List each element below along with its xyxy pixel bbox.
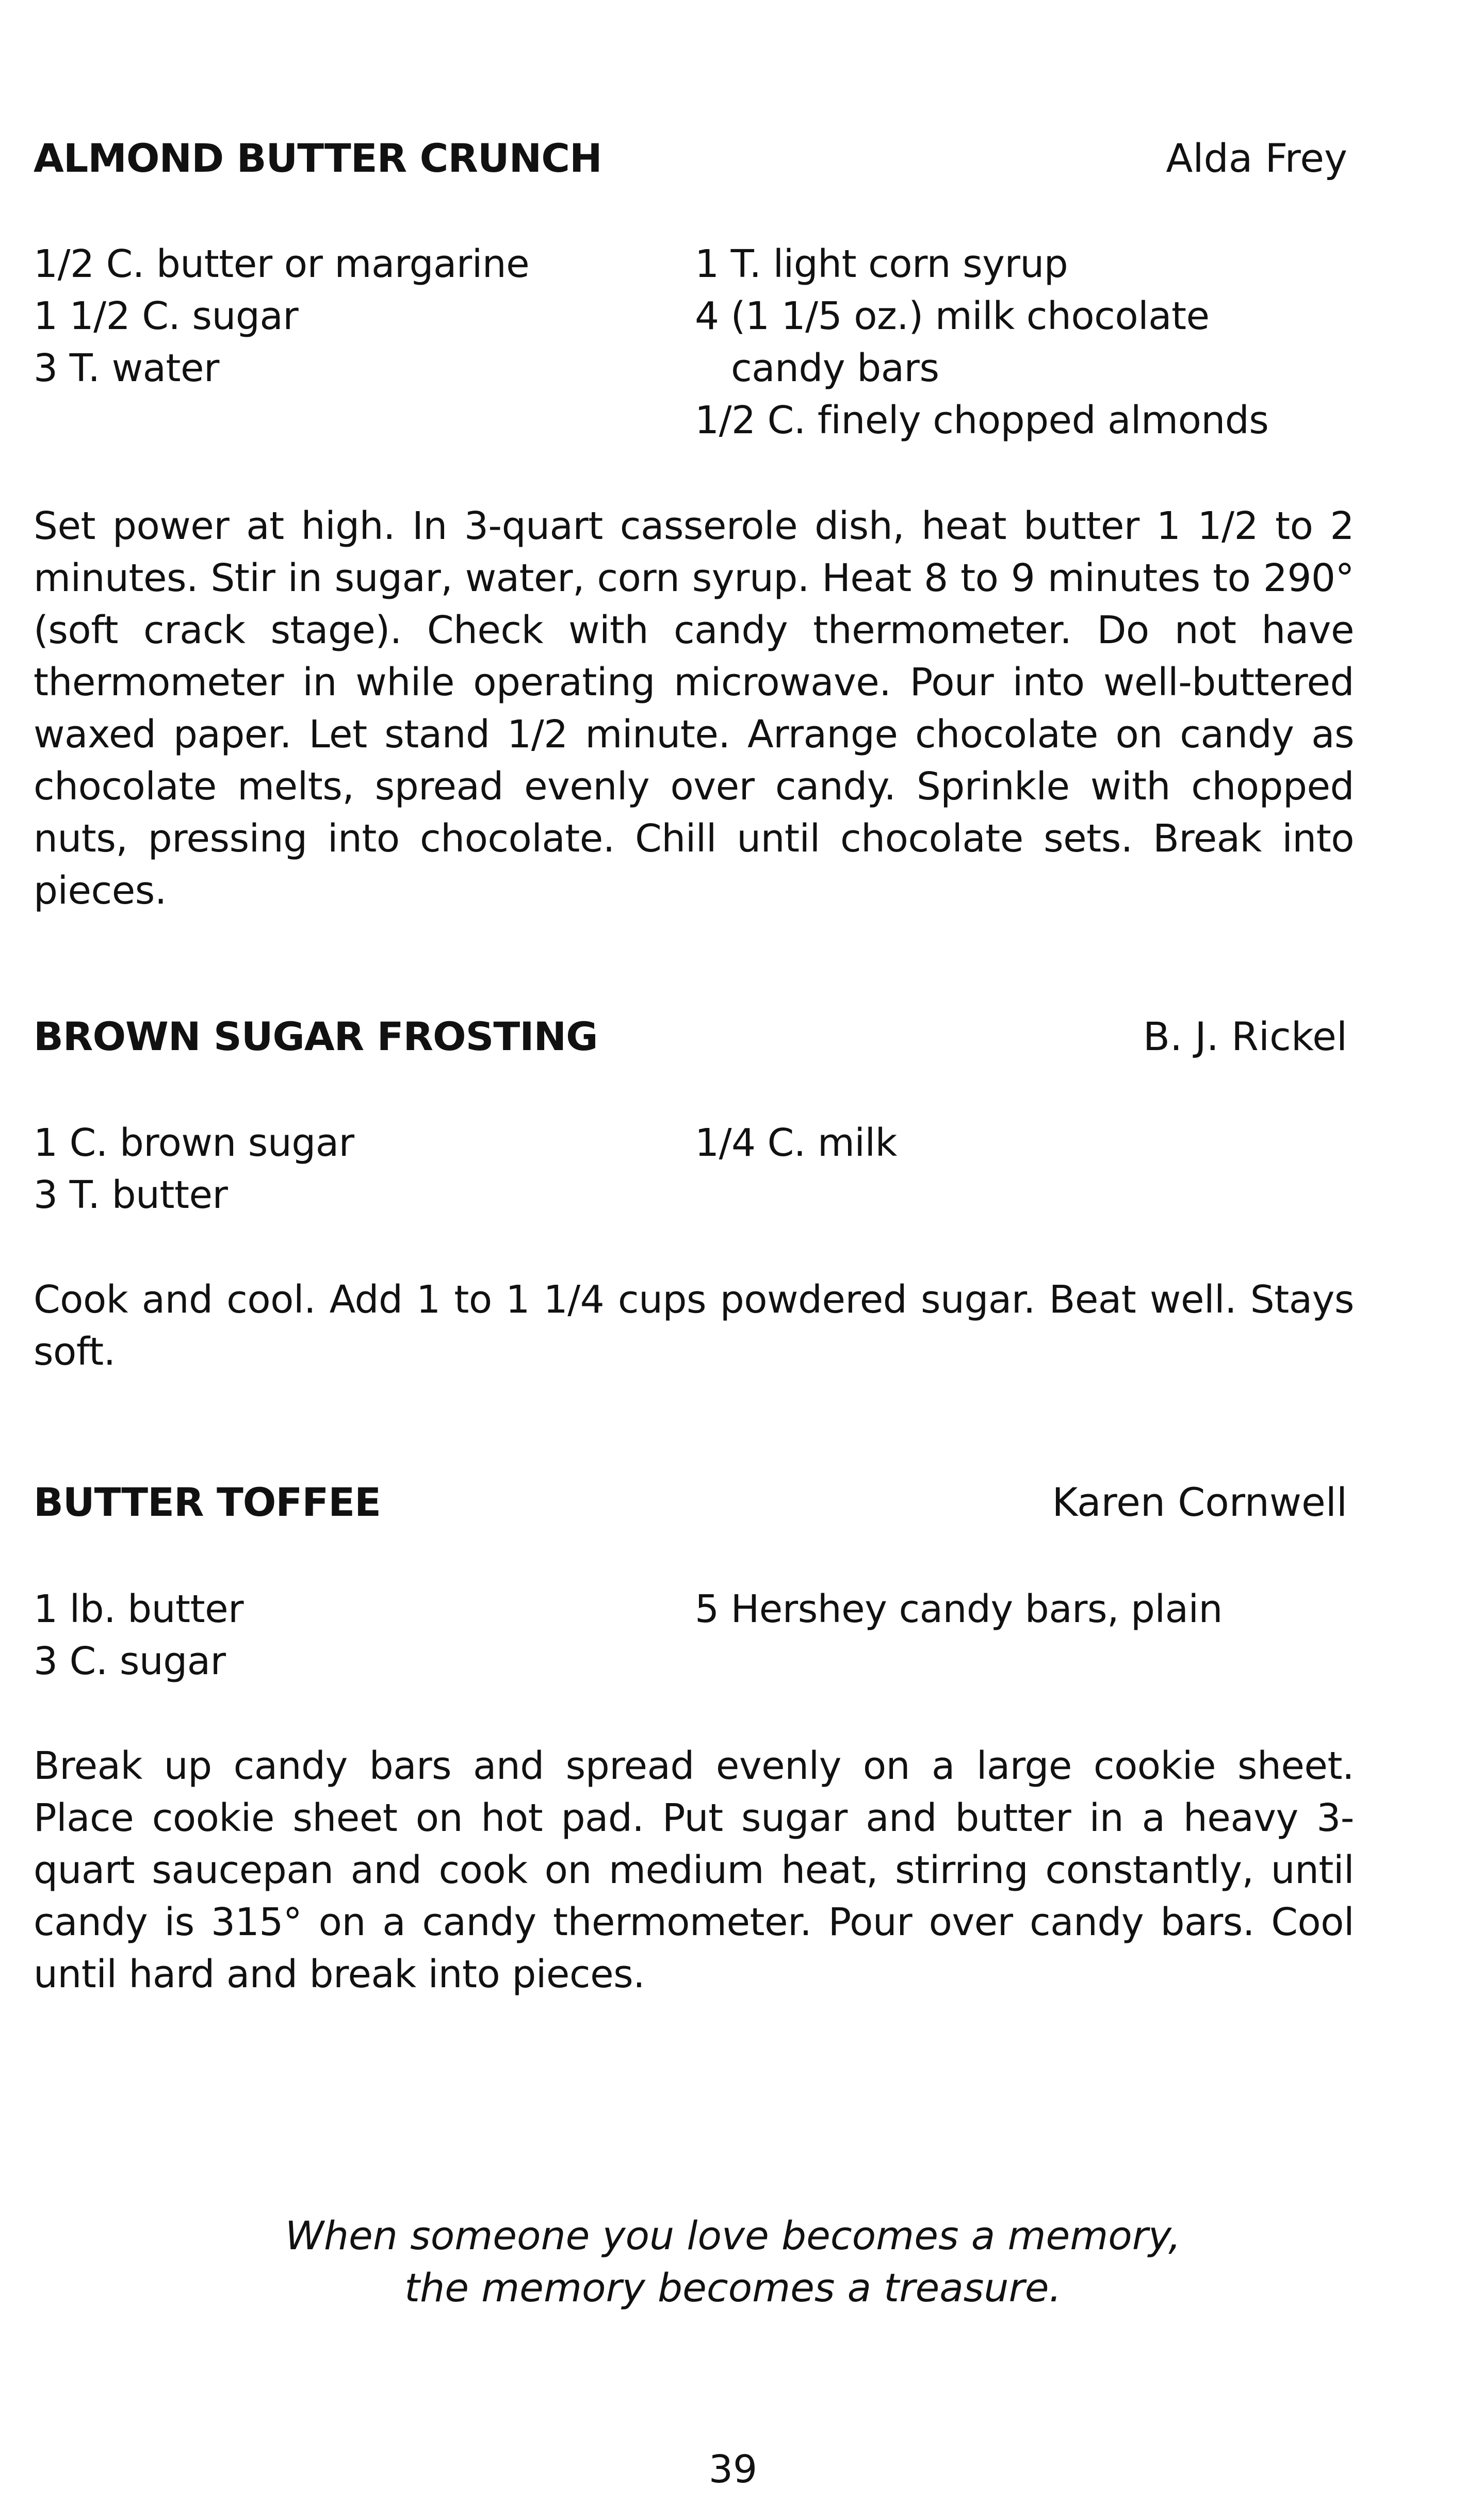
- quote-line: the memory becomes a treasure.: [404, 2265, 1062, 2311]
- ingredient: 3 C. sugar: [34, 1639, 226, 1683]
- ingredient: 1/2 C. butter or margarine: [34, 242, 530, 286]
- recipe-author: Alda Frey: [1166, 135, 1347, 181]
- page-number: 39: [708, 2447, 758, 2492]
- ingredient: 1/4 C. milk: [695, 1121, 897, 1165]
- recipe-instructions: Cook and cool. Add 1 to 1 1/4 cups powdered sugar. Beat well. Stays soft.: [34, 1278, 1354, 1374]
- ingredient: candy bars: [731, 346, 939, 390]
- ingredient: 5 Hershey candy bars, plain: [695, 1587, 1223, 1631]
- recipe-title-almond-butter-crunch: ALMOND BUTTER CRUNCH: [34, 135, 602, 181]
- ingredient: 1 lb. butter: [34, 1587, 244, 1631]
- recipe-author: Karen Cornwell: [1052, 1479, 1347, 1525]
- ingredient: 3 T. butter: [34, 1173, 228, 1217]
- ingredient: 1 C. brown sugar: [34, 1121, 354, 1165]
- recipe-author: B. J. Rickel: [1143, 1013, 1347, 1059]
- ingredient: 1/2 C. finely chopped almonds: [695, 398, 1269, 443]
- ingredient: 4 (1 1/5 oz.) milk chocolate: [695, 294, 1210, 338]
- recipe-title-butter-toffee: BUTTER TOFFEE: [34, 1479, 381, 1525]
- recipe-instructions: Break up candy bars and spread evenly on a large cookie sheet. Place cookie sheet on hot pad. Put sugar and butter in a heavy 3-quart saucepan and cook on medium heat, stirring constantly, until candy is 315° on a candy thermometer. Pour over candy bars. Cool until hard and break into pieces.: [34, 1744, 1354, 1997]
- recipe-title-brown-sugar-frosting: BROWN SUGAR FROSTING: [34, 1013, 598, 1059]
- recipe-instructions: Set power at high. In 3-quart casserole dish, heat butter 1 1/2 to 2 minutes. Stir in sugar, water, corn syrup. Heat 8 to 9 minutes to 290° (soft crack stage). Check with candy thermometer. Do not have thermometer in while operating microwave. Pour into well-buttered waxed paper. Let stand 1/2 minute. Arrange chocolate on candy as chocolate melts, spread evenly over candy. Sprinkle with chopped nuts, pressing into chocolate. Chill until chocolate sets. Break into pieces.: [34, 504, 1354, 913]
- ingredient: 1 T. light corn syrup: [695, 242, 1068, 286]
- quote-line: When someone you love becomes a memory,: [285, 2213, 1181, 2259]
- ingredient: 3 T. water: [34, 346, 219, 390]
- ingredient: 1 1/2 C. sugar: [34, 294, 299, 338]
